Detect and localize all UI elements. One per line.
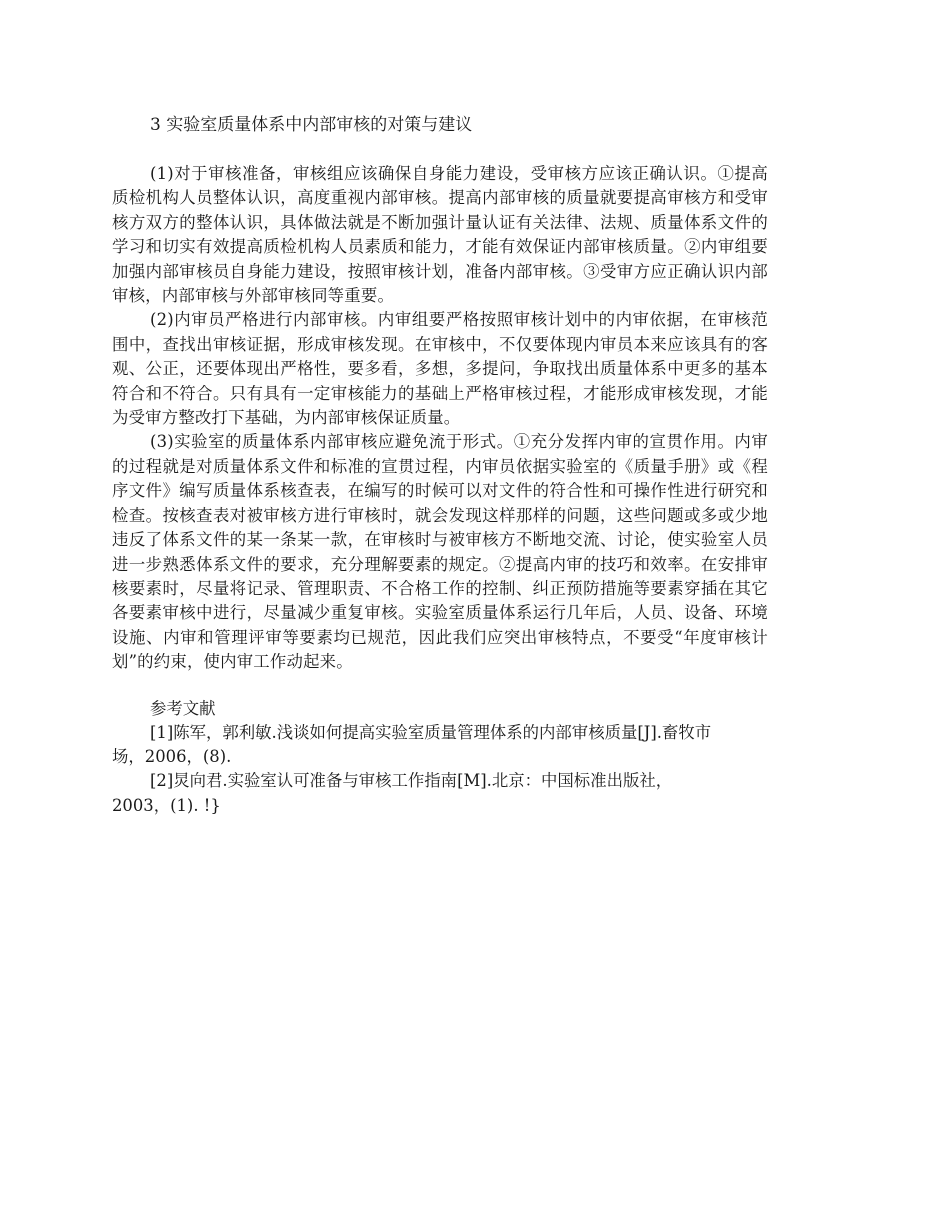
references-title: 参考文献 xyxy=(150,698,216,718)
document-page xyxy=(112,112,768,818)
reference-item-1: [1]陈军，郭利敏.浅谈如何提高实验室质量管理体系的内部审核质量[J].畜牧市场，2006，(8). xyxy=(112,722,712,766)
reference-item-2: [2]炅向君.实验室认可准备与审核工作指南[M].北京：中国标准出版社，2003，(1). !} xyxy=(112,771,673,815)
paragraph-avoid-formality: (3)实验室的质量体系内部审核应避免流于形式。①充分发挥内审的宣贯作用。内审的过程就是对质量体系文件和标准的宣贯过程，内审员依据实验室的《质量手册》或《程序文件》编写质量体系核查表，在编写的时候可以对文件的符合性和可操作性进行研究和检查。按核查表对被审核方进行审核时，就会发现这样那样的问题，这些问题或多或少地违反了体系文件的某一条某一款，在审核时与被审核方不断地交流、讨论，使实验室人员进一步熟悉体系文件的要求，充分理解要素的规定。②提高内审的技巧和效率。在安排审核要素时，尽量将记录、管理职责、不合格工作的控制、纠正预防措施等要素穿插在其它各要素审核中进行，尽量减少重复审核。实验室质量体系运行几年后，人员、设备、环境设施、内审和管理评审等要素均已规范，因此我们应突出审核特点，不要受“年度审核计划”的约束，使内审工作动起来。 xyxy=(112,432,768,672)
section-heading: 3 实验室质量体系中内部审核的对策与建议 xyxy=(150,115,473,135)
paragraph-audit-preparation: (1)对于审核准备，审核组应该确保自身能力建设，受审核方应该正确认识。①提高质检机构人员整体认识，高度重视内部审核。提高内部审核的质量就要提高审核方和受审核方双方的整体认识，具体做法就是不断加强计量认证有关法律、法规、质量体系文件的学习和切实有效提高质检机构人员素质和能力，才能有效保证内部审核质量。②内审组要加强内部审核员自身能力建设，按照审核计划，准备内部审核。③受审方应正确认识内部审核，内部审核与外部审核同等重要。 xyxy=(112,164,768,306)
paragraph-strict-audit: (2)内审员严格进行内部审核。内审组要严格按照审核计划中的内审依据，在审核范围中，查找出审核证据，形成审核发现。在审核中，不仅要体现内审员本来应该具有的客观、公正，还要体现出严格性，要多看，多想，多提问，争取找出质量体系中更多的基本符合和不符合。只有具有一定审核能力的基础上严格审核过程，才能形成审核发现，才能为受审方整改打下基础，为内部审核保证质量。 xyxy=(112,310,768,428)
